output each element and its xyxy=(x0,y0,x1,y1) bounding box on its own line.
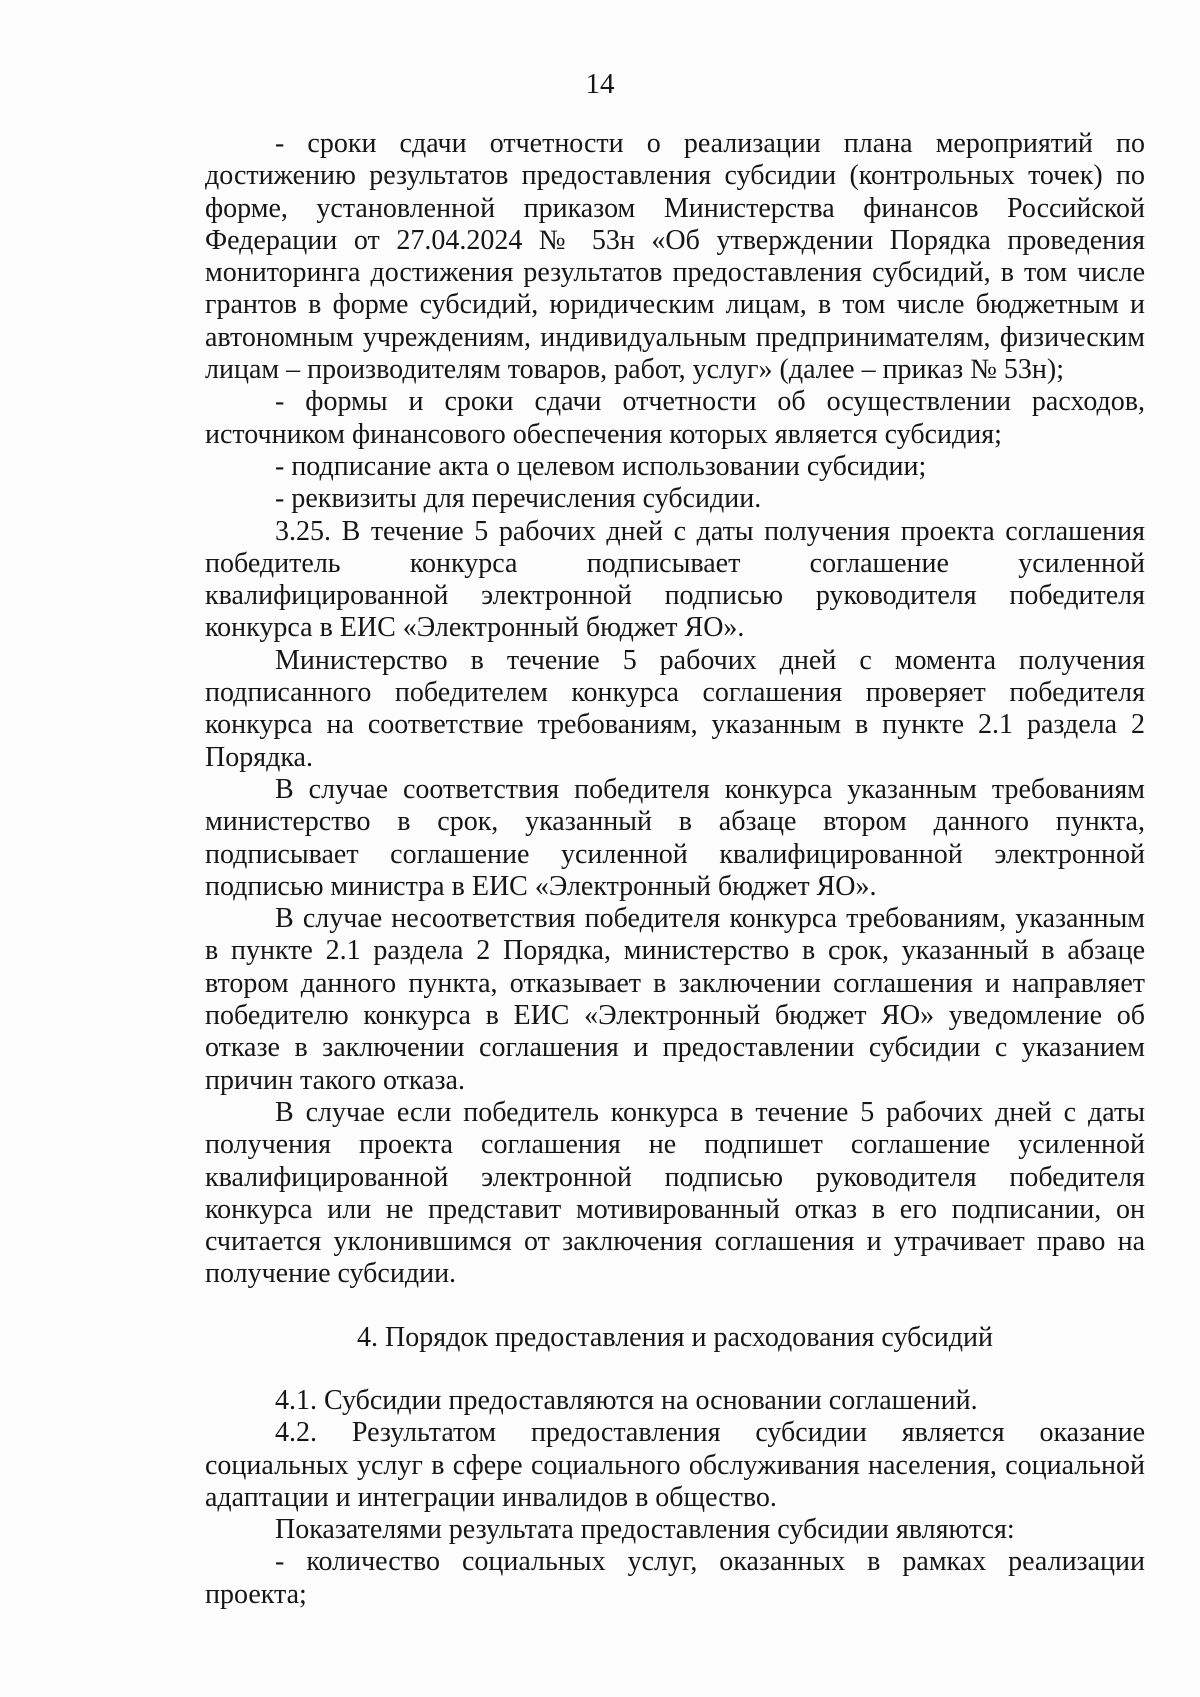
paragraph-act-signing: - подписание акта о целевом использовании субсидии; xyxy=(275,450,927,482)
paragraph-indicators: Показателями результата предоставления субсидии являются: xyxy=(275,1514,1015,1546)
paragraph-evasion-case: В случае если победитель конкурса в течение 5 рабочих дней с даты получения проекта соглашения не подпишет соглашение усиленной квалифицированной электронной подписью руководителя победителя конкурса или не представит мотивированный отказ в его подписании, он считается уклонившимся от заключения соглашения и утрачивает право на получение субсидии. xyxy=(205,1096,1145,1290)
paragraph-compliance-case: В случае соответствия победителя конкурса указанным требованиям министерство в срок, указанный в абзаце втором данного пункта, подписывает соглашение усиленной квалифицированной электронной подписью министра в ЕИС «Электронный бюджет ЯО». xyxy=(205,773,1145,902)
paragraph-noncompliance-case: В случае несоответствия победителя конкурса требованиям, указанным в пункте 2.1 раздела 2 Порядка, министерство в срок, указанный в абзаце втором данного пункта, отказывает в заключении соглашения и направляет победителю конкурса в ЕИС «Электронный бюджет ЯО» уведомление об отказе в заключении соглашения и предоставлении субсидии с указанием причин такого отказа. xyxy=(205,903,1145,1096)
paragraph-3-25: 3.25. В течение 5 рабочих дней с даты получения проекта соглашения победитель конкурса подписывает соглашение усиленной квалифицированной электронной подписью руководителя победителя конкурса в ЕИС «Электронный бюджет ЯО». xyxy=(205,515,1145,644)
section-heading: 4. Порядок предоставления и расходования субсидий xyxy=(356,1321,993,1353)
paragraph-ministry-check: Министерство в течение 5 рабочих дней с момента получения подписанного победителем конкурса соглашения проверяет победителя конкурса на соответствие требованиям, указанным в пункте 2.1 раздела 2 Порядка. xyxy=(205,644,1145,773)
paragraph-4-1: 4.1. Субсидии предоставляются на основании соглашений. xyxy=(275,1384,978,1416)
document-body xyxy=(205,128,1145,1611)
paragraph-4-2: 4.2. Результатом предоставления субсидии является оказание социальных услуг в сфере социального обслуживания населения, социальной адаптации и интеграции инвалидов в общество. xyxy=(205,1417,1145,1513)
paragraph-reporting-deadlines: - сроки сдачи отчетности о реализации плана мероприятий по достижению результатов предоставления субсидии (контрольных точек) по форме, установленной приказом Министерства финансов Российской Федерации от 27.04.2024 № 53н «Об утверждении Порядка проведения мониторинга достижения результатов предоставления субсидий, в том числе грантов в форме субсидий, юридическим лицам, в том числе бюджетным и автономным учреждениям, индивидуальным предпринимателям, физическим лицам – производителям товаров, работ, услуг» (далее – приказ № 53н); xyxy=(205,128,1145,386)
page-number: 14 xyxy=(585,68,615,100)
paragraph-services-count: - количество социальных услуг, оказанных в рамках реализации проекта; xyxy=(205,1546,1145,1610)
paragraph-bank-details: - реквизиты для перечисления субсидии. xyxy=(275,483,762,515)
paragraph-expense-reporting: - формы и сроки сдачи отчетности об осуществлении расходов, источником финансового обеспечения которых является субсидия; xyxy=(205,386,1145,450)
